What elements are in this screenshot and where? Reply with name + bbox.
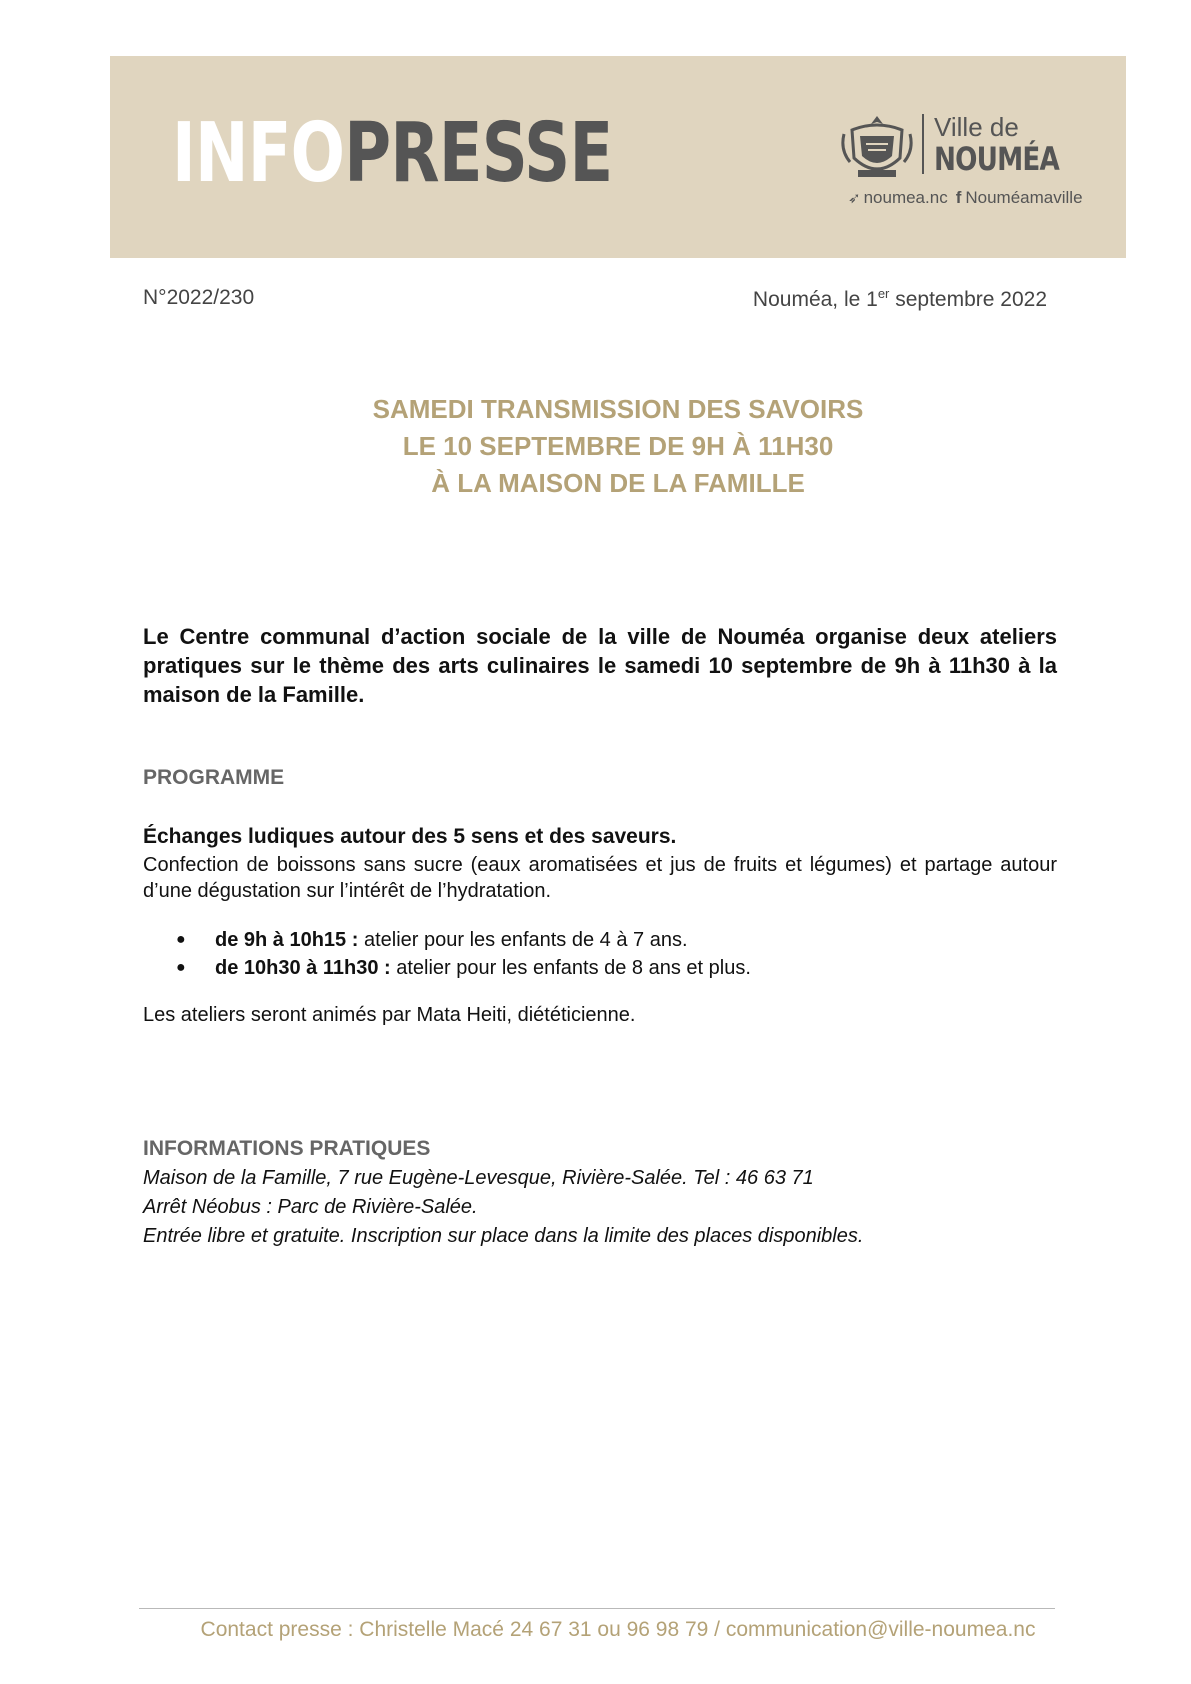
date-superscript: er (877, 286, 890, 301)
informations-heading: INFORMATIONS PRATIQUES (143, 1137, 431, 1160)
schedule-time: de 10h30 à 11h30 : (215, 957, 391, 979)
website-link[interactable]: noumea.nc (863, 188, 948, 207)
programme-heading: PROGRAMME (143, 766, 285, 789)
title-line-3: À LA MAISON DE LA FAMILLE (431, 468, 805, 498)
bullet-icon: ● (176, 959, 186, 976)
facebook-link[interactable]: Nouméamaville (965, 188, 1083, 207)
date-suffix: septembre 2022 (889, 288, 1047, 311)
schedule-list (143, 926, 1057, 982)
header-banner (110, 56, 1126, 258)
schedule-time: de 9h à 10h15 : (215, 929, 359, 951)
arrow-icon: ➶ (848, 190, 861, 207)
facebook-icon: f (955, 188, 962, 207)
logo-city-name: NOUMÉA (934, 140, 1059, 178)
schedule-text: atelier pour les enfants de 4 à 7 ans. (358, 929, 688, 951)
schedule-text: atelier pour les enfants de 8 ans et plus. (390, 957, 751, 979)
title-line-1: SAMEDI TRANSMISSION DES SAVOIRS (372, 394, 864, 424)
press-release-date (753, 286, 1047, 312)
info-line-address: Maison de la Famille, 7 rue Eugène-Levesque, Rivière-Salée. Tel : 46 63 71 (143, 1167, 814, 1189)
programme-description: Confection de boissons sans sucre (eaux aromatisées et jus de fruits et légumes) et partage autour d’une dégustation sur l’intérêt de l’hydratation. (143, 854, 1057, 902)
bullet-icon: ● (176, 931, 186, 948)
logo-ville: Ville de (934, 112, 1019, 142)
infopresse-wordmark (172, 104, 612, 204)
footer-contact: Contact presse : Christelle Macé 24 67 31 ou 96 98 79 / communication@ville-noumea.nc (200, 1618, 1036, 1641)
brand-info: INFO (172, 106, 345, 201)
info-line-bus: Arrêt Néobus : Parc de Rivière-Salée. (143, 1196, 478, 1218)
logo-social-links (848, 188, 1083, 208)
press-release-number: N°2022/230 (143, 286, 255, 309)
info-line-entry: Entrée libre et gratuite. Inscription sur place dans la limite des places disponibles. (143, 1225, 864, 1247)
date-prefix: Nouméa, le 1 (752, 288, 878, 311)
logo-divider (922, 114, 924, 174)
city-crest-icon (838, 114, 916, 184)
title-line-2: LE 10 SEPTEMBRE DE 9H À 11H30 (402, 431, 834, 461)
list-item (143, 926, 1057, 954)
lead-paragraph: Le Centre communal d’action sociale de la ville de Nouméa organise deux ateliers pratiques sur le thème des arts culinaires le samedi 10 septembre de 9h à 11h30 à la maison de la Famille. (143, 624, 1057, 707)
programme-subheading: Échanges ludiques autour des 5 sens et des saveurs. (143, 825, 677, 848)
brand-presse: PRESSE (344, 106, 613, 201)
ville-de-noumea-logo (838, 112, 1083, 207)
page-title (110, 391, 1126, 502)
list-item (143, 954, 1057, 982)
programme-closing: Les ateliers seront animés par Mata Heiti, diététicienne. (143, 1004, 636, 1026)
footer-divider (139, 1608, 1055, 1609)
informations-details (143, 1164, 863, 1251)
